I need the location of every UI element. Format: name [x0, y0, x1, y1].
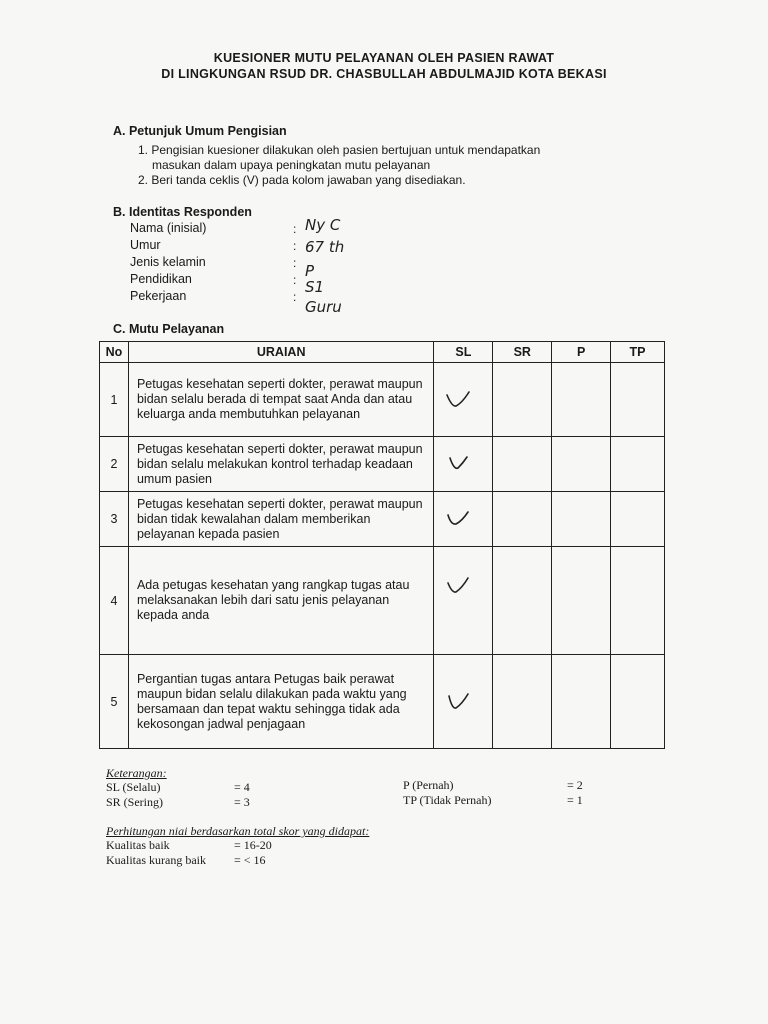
field-label-gender: Jenis kelamin	[130, 255, 206, 269]
table-row	[100, 492, 665, 547]
check-mark-icon	[444, 575, 472, 597]
cell-p[interactable]	[552, 655, 611, 749]
check-mark-icon	[444, 508, 472, 530]
cell-sl[interactable]	[434, 492, 493, 547]
cell-sr[interactable]	[493, 655, 552, 749]
scoring-poor-value: = < 16	[234, 853, 266, 867]
title-line-2: DI LINGKUNGAN RSUD DR. CHASBULLAH ABDULMAJID KOTA BEKASI	[161, 67, 607, 81]
field-colon: :	[293, 239, 297, 253]
field-colon: :	[293, 222, 297, 236]
scoring-good-label: Kualitas baik	[106, 838, 170, 852]
cell-sr[interactable]	[493, 547, 552, 655]
row-description: Pergantian tugas antara Petugas baik perawat maupun bidan selalu dilakukan pada waktu yang bersamaan dan tepat waktu sehingga tidak ada kekosongan jadwal penjagaan	[128, 655, 433, 749]
row-number: 1	[100, 363, 129, 437]
cell-p[interactable]	[552, 363, 611, 437]
cell-p[interactable]	[552, 492, 611, 547]
cell-p[interactable]	[552, 437, 611, 492]
table-row	[100, 437, 665, 492]
header-p: P	[552, 342, 611, 363]
header-no: No	[100, 342, 129, 363]
check-mark-icon	[444, 453, 472, 475]
cell-sl[interactable]	[434, 655, 493, 749]
header-uraian: URAIAN	[128, 342, 433, 363]
table-row	[100, 363, 665, 437]
table-row	[100, 655, 665, 749]
legend-sl-label: SL (Selalu)	[106, 780, 161, 794]
scoring-poor-label: Kualitas kurang baik	[106, 853, 206, 867]
title-line-1: KUESIONER MUTU PELAYANAN OLEH PASIEN RAWAT	[213, 51, 555, 65]
cell-sr[interactable]	[493, 363, 552, 437]
field-value-age: 67 th	[305, 238, 345, 256]
field-label-occupation: Pekerjaan	[130, 289, 187, 303]
field-colon: :	[293, 256, 297, 270]
questionnaire-table	[99, 341, 665, 749]
field-value-name: Ny C	[305, 216, 341, 234]
scoring-title: Perhitungan niai berdasarkan total skor yang didapat:	[106, 824, 370, 838]
row-number: 3	[100, 492, 129, 547]
legend-title: Keterangan:	[106, 766, 167, 780]
instruction-1a: 1. Pengisian kuesioner dilakukan oleh pasien bertujuan untuk mendapatkan	[138, 143, 541, 157]
instruction-2: 2. Beri tanda ceklis (V) pada kolom jawaban yang disediakan.	[138, 173, 466, 187]
field-label-name: Nama (inisial)	[130, 221, 207, 235]
cell-sr[interactable]	[493, 492, 552, 547]
row-description: Petugas kesehatan seperti dokter, perawat maupun bidan selalu melakukan kontrol terhadap keadaan umum pasien	[128, 437, 433, 492]
cell-sl[interactable]	[434, 363, 493, 437]
cell-tp[interactable]	[611, 655, 665, 749]
cell-sr[interactable]	[493, 437, 552, 492]
row-description: Ada petugas kesehatan yang rangkap tugas atau melaksanakan lebih dari satu jenis pelayanan kepada anda	[128, 547, 433, 655]
legend-sr-value: = 3	[234, 795, 250, 809]
row-description: Petugas kesehatan seperti dokter, perawat maupun bidan selalu berada di tempat saat Anda dan atau keluarga anda membutuhkan pelayanan	[128, 363, 433, 437]
legend-tp-label: TP (Tidak Pernah)	[403, 793, 492, 807]
row-number: 4	[100, 547, 129, 655]
instruction-1b: masukan dalam upaya peningkatan mutu pelayanan	[152, 158, 431, 172]
legend-p-value: = 2	[567, 778, 583, 792]
legend-sl-value: = 4	[234, 780, 250, 794]
table-header-row	[100, 342, 665, 363]
cell-p[interactable]	[552, 547, 611, 655]
cell-sl[interactable]	[434, 437, 493, 492]
field-colon: :	[293, 273, 297, 287]
field-value-occupation: Guru	[305, 298, 342, 316]
header-sl: SL	[434, 342, 493, 363]
check-mark-icon	[444, 389, 472, 411]
cell-sl[interactable]	[434, 547, 493, 655]
row-description: Petugas kesehatan seperti dokter, perawat maupun bidan tidak kewalahan dalam memberikan pelayanan kepada pasien	[128, 492, 433, 547]
check-mark-icon	[444, 691, 472, 713]
legend-p-label: P (Pernah)	[403, 778, 454, 792]
table-row	[100, 547, 665, 655]
cell-tp[interactable]	[611, 492, 665, 547]
field-label-age: Umur	[130, 238, 161, 252]
legend-sr-label: SR (Sering)	[106, 795, 163, 809]
field-value-gender: P	[305, 262, 315, 280]
section-a-title: A. Petunjuk Umum Pengisian	[113, 124, 287, 138]
section-c-title: C. Mutu Pelayanan	[113, 322, 225, 336]
legend-tp-value: = 1	[567, 793, 583, 807]
field-label-education: Pendidikan	[130, 272, 192, 286]
cell-tp[interactable]	[611, 437, 665, 492]
row-number: 2	[100, 437, 129, 492]
row-number: 5	[100, 655, 129, 749]
section-b-title: B. Identitas Responden	[113, 205, 252, 219]
field-value-education: S1	[305, 278, 325, 296]
field-colon: :	[293, 290, 297, 304]
document-title	[0, 50, 768, 82]
cell-tp[interactable]	[611, 547, 665, 655]
scoring-good-value: = 16-20	[234, 838, 272, 852]
header-sr: SR	[493, 342, 552, 363]
header-tp: TP	[611, 342, 665, 363]
cell-tp[interactable]	[611, 363, 665, 437]
